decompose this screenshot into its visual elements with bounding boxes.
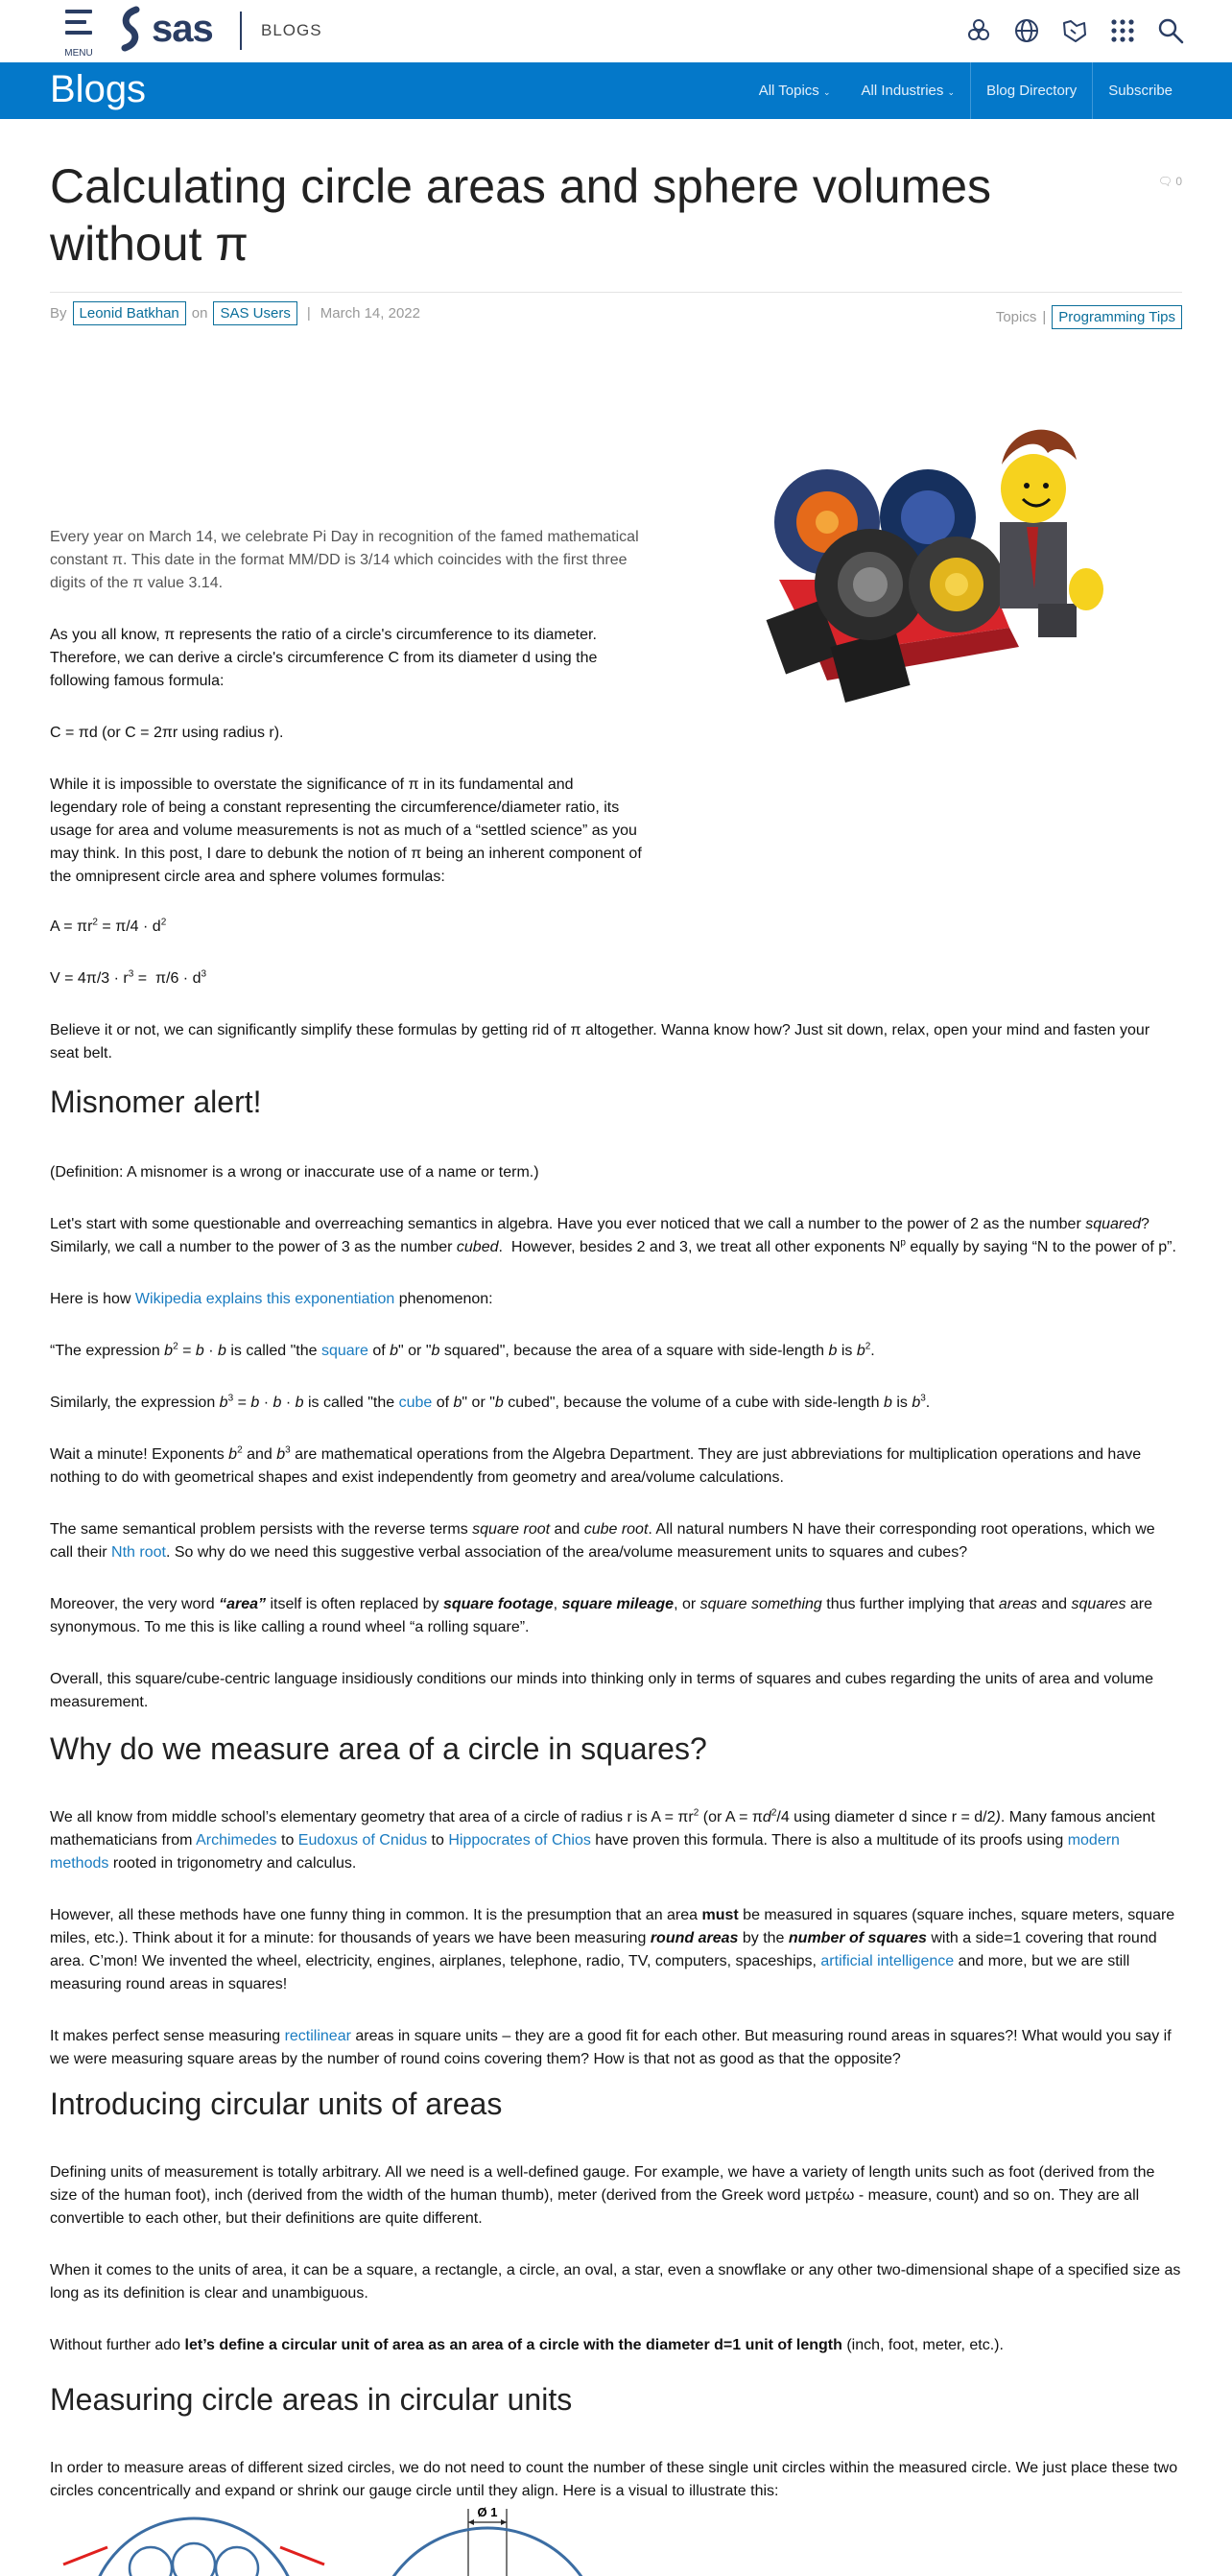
section-label: BLOGS xyxy=(261,21,322,39)
people-icon[interactable] xyxy=(965,17,992,44)
paragraph-gauge: In order to measure areas of different sized circles, we do not need to count the number of these single unit circles within the measured circle. We just place these two circles concentrically and expand or shrink our gauge circle until they align. Here is a visual to illustrate this: xyxy=(50,2460,1178,2499)
paragraph-cube-quote: Similarly, the expression $b^3 = b \cdot b \cdot b$ is called "the cube of b" or "b cubed", because the volume of a cube with side-length b is $b^3$. xyxy=(50,1393,931,1411)
blog-nav xyxy=(744,62,1188,119)
nav-all-topics[interactable]: All Topics ⌄ xyxy=(758,83,831,99)
paragraph-significance: While it is impossible to overstate the significance of π in its fundamental and legendary role of being a constant representing the circumference/diameter ratio, its usage for area and volume measurements is not as much of a “settled science” as you may think. In this post, I dare to debunk the notion of π being an inherent component of the omnipresent circle area and sphere volumes formulas: xyxy=(50,776,642,885)
nav-blog-directory[interactable]: Blog Directory xyxy=(970,62,1092,119)
on-label: on xyxy=(191,305,208,322)
square-link[interactable]: square xyxy=(320,1343,368,1359)
archimedes-link[interactable]: Archimedes xyxy=(196,1832,277,1849)
article-meta: By Leonid Batkhan on SAS Users | March 14, 2022 xyxy=(50,301,420,325)
hamburger-icon xyxy=(65,10,92,38)
gauge-circle-diagram xyxy=(376,2499,606,2576)
diameter-label: Ø 1 xyxy=(477,2505,498,2519)
comment-icon: 🗨 xyxy=(1157,175,1173,188)
nav-all-industries[interactable]: All Industries ⌄ xyxy=(861,83,956,99)
top-header xyxy=(0,0,1232,62)
divider xyxy=(50,292,1182,293)
paragraph-semantics: Let's start with some questionable and overreaching semantics in algebra. Have you ever noticed that we call a number to the power of 2 as the number squared? Similarly, we call a number to the power of 3 as the number cubed. However, besides 2 and 3, we treat all other exponents $N^p$ equally by saying “N to the power of p”. xyxy=(50,1216,1176,1255)
paragraph-school: We all know from middle school’s elementary geometry that area of a circle of radius r is $A = \pi r^2$ (or $A = \pi d^2/4$ using diameter d since r = d/2). Many famous ancient mathematicians from Archimedes to Eudoxus of Cnidus to Hippocrates of Chios have proven this formula. There is also a multitude of its proofs using modern methods rooted in trigonometry and calculus. xyxy=(50,1807,1155,1872)
blog-link[interactable]: SAS Users xyxy=(213,301,296,325)
article-topics: Topics | Programming Tips xyxy=(996,305,1182,329)
sas-swirl-icon xyxy=(115,6,150,52)
heading-circular-units: Introducing circular units of areas xyxy=(50,2087,503,2121)
paragraph-intro: Every year on March 14, we celebrate Pi Day in recognition of the famed mathematical constant π. This date in the format MM/DD is 3/14 which coincides with the first three digits of the π value 3.14. xyxy=(50,529,639,591)
logo-text: sas xyxy=(152,8,213,50)
paragraph-area-word: Moreover, the very word “area” itself is often replaced by square footage, square mileage, or square something thus further implying that areas and squares are synonymous. To me this is like calling a round wheel “a rolling square”. xyxy=(50,1596,1153,1635)
paragraph-roots: The same semantical problem persists with the reverse terms square root and cube root. All natural numbers N have their corresponding root operations, which we call their Nth root. So why do we need this suggestive verbal association of the area/volume measurement units to squares and cubes? xyxy=(50,1521,1155,1561)
paragraph-area-units: When it comes to the units of area, it can be a square, a rectangle, a circle, an oval, a star, even a snowflake or any other two-dimensional shape of a specified size as long as its definition is clear and unambiguous. xyxy=(50,2262,1181,2302)
article-title: Calculating circle areas and sphere volumes without π xyxy=(50,159,992,271)
topics-label: Topics xyxy=(995,309,1037,325)
by-label: By xyxy=(50,305,67,322)
nth-root-link[interactable]: Nth root xyxy=(111,1544,166,1561)
blog-navbar xyxy=(0,62,1232,119)
paragraph-circumference: As you all know, π represents the ratio of a circle's circumference to its diameter. Therefore, we can derive a circle's circumference C from its diameter d using the following famous formula: xyxy=(50,627,598,689)
formula-volume: $V = 4\pi/3 \cdot r^3 = \pi/6 \cdot d^3$ xyxy=(50,968,207,987)
chevron-down-icon: ⌄ xyxy=(947,87,956,97)
modern-methods-link[interactable]: modern methods xyxy=(50,1832,1120,1872)
menu-label: MENU xyxy=(64,48,93,59)
blogs-title[interactable]: Blogs xyxy=(50,68,147,110)
author-link[interactable]: Leonid Batkhan xyxy=(73,301,186,325)
topic-link[interactable]: Programming Tips xyxy=(1052,305,1182,329)
paragraph-defining-units: Defining units of measurement is totally arbitrary. All we need is a well-defined gauge. For example, we have a variety of length units such as foot (derived from the size of the human foot), inch (derived from the width of the human thumb), meter (derived from the Greek word μετρέω - measure, count) and so on. They are all convertible to each other, but their definitions are quite different. xyxy=(50,2164,1155,2227)
paragraph-square-quote: “The expression $b^2 = b \cdot b$ is called "the square of b" or "b squared", because the area of a square with side-length b is $b^2$. xyxy=(50,1341,875,1359)
cube-link[interactable]: cube xyxy=(398,1395,433,1411)
handshake-icon[interactable] xyxy=(1061,17,1088,44)
paragraph-definition-unit: Without further ado let’s define a circular unit of area as an area of a circle with the diameter d=1 unit of length (inch, foot, meter, etc.). xyxy=(50,2337,1004,2353)
heading-measuring: Measuring circle areas in circular units xyxy=(50,2382,573,2417)
logo-divider xyxy=(240,12,242,50)
nav-subscribe[interactable]: Subscribe xyxy=(1092,62,1188,119)
globe-icon[interactable] xyxy=(1013,17,1040,44)
formula-area: $A = \pi r^2 = \pi/4 \cdot d^2$ xyxy=(50,917,167,935)
circles-in-circle-diagram xyxy=(50,2509,338,2576)
eudoxus-link[interactable]: Eudoxus of Cnidus xyxy=(297,1832,428,1849)
paragraph-wait: Wait a minute! Exponents $b^2$ and $b^3$ are mathematical operations from the Algebra Department. They are just abbreviations for multiplication operations and have nothing to do with geometrical shapes and exist independently from geometry and area/volume calculations. xyxy=(50,1444,1142,1486)
paragraph-funny: However, all these methods have one funny thing in common. It is the presumption that an area must be measured in squares (square inches, square meters, square miles, etc.). Think about it for a minute: for thousands of years we have been measuring round areas by the number of squares with a side=1 covering that round area. C’mon! We invented the wheel, electricity, engines, airplanes, telephone, radio, TV, computers, spaceships, artificial intelligence and more, but we are still measuring round areas in squares! xyxy=(50,1907,1175,1992)
lego-figure-image xyxy=(722,407,1163,714)
formula-circumference: C = πd (or C = 2πr using radius r). xyxy=(50,725,284,741)
chevron-down-icon: ⌄ xyxy=(822,87,831,97)
grid-icon[interactable] xyxy=(1109,17,1136,44)
heading-misnomer: Misnomer alert! xyxy=(50,1085,262,1119)
wikipedia-link[interactable]: Wikipedia explains this exponentiation xyxy=(134,1291,395,1307)
paragraph-overall: Overall, this square/cube-centric language insidiously conditions our minds into thinking only in terms of squares and cubes regarding the units of area and volume measurement. xyxy=(50,1671,1153,1710)
comment-count[interactable]: 🗨 0 xyxy=(1157,175,1182,188)
paragraph-rectilinear: It makes perfect sense measuring rectilinear areas in square units – they are a good fit for each other. But measuring round areas in squares?! What would you say if we were measuring square areas by the number of round coins covering them? How is that not as good as that the opposite? xyxy=(50,2028,1172,2067)
rectilinear-link[interactable]: rectilinear xyxy=(284,2028,351,2044)
paragraph-believe: Believe it or not, we can significantly simplify these formulas by getting rid of π altogether. Wanna know how? Just sit down, relax, open your mind and fasten your seat belt. xyxy=(50,1022,1150,1061)
search-icon[interactable] xyxy=(1157,17,1184,44)
hippocrates-link[interactable]: Hippocrates of Chios xyxy=(448,1832,591,1849)
paragraph-wikipedia: Here is how Wikipedia explains this exponentiation phenomenon: xyxy=(50,1291,493,1307)
menu-button[interactable] xyxy=(61,10,96,58)
heading-why-squares: Why do we measure area of a circle in squares? xyxy=(50,1731,707,1766)
ai-link[interactable]: artificial intelligence xyxy=(820,1953,955,1969)
paragraph-definition: (Definition: A misnomer is a wrong or inaccurate use of a name or term.) xyxy=(50,1164,539,1181)
publish-date: March 14, 2022 xyxy=(320,305,420,322)
